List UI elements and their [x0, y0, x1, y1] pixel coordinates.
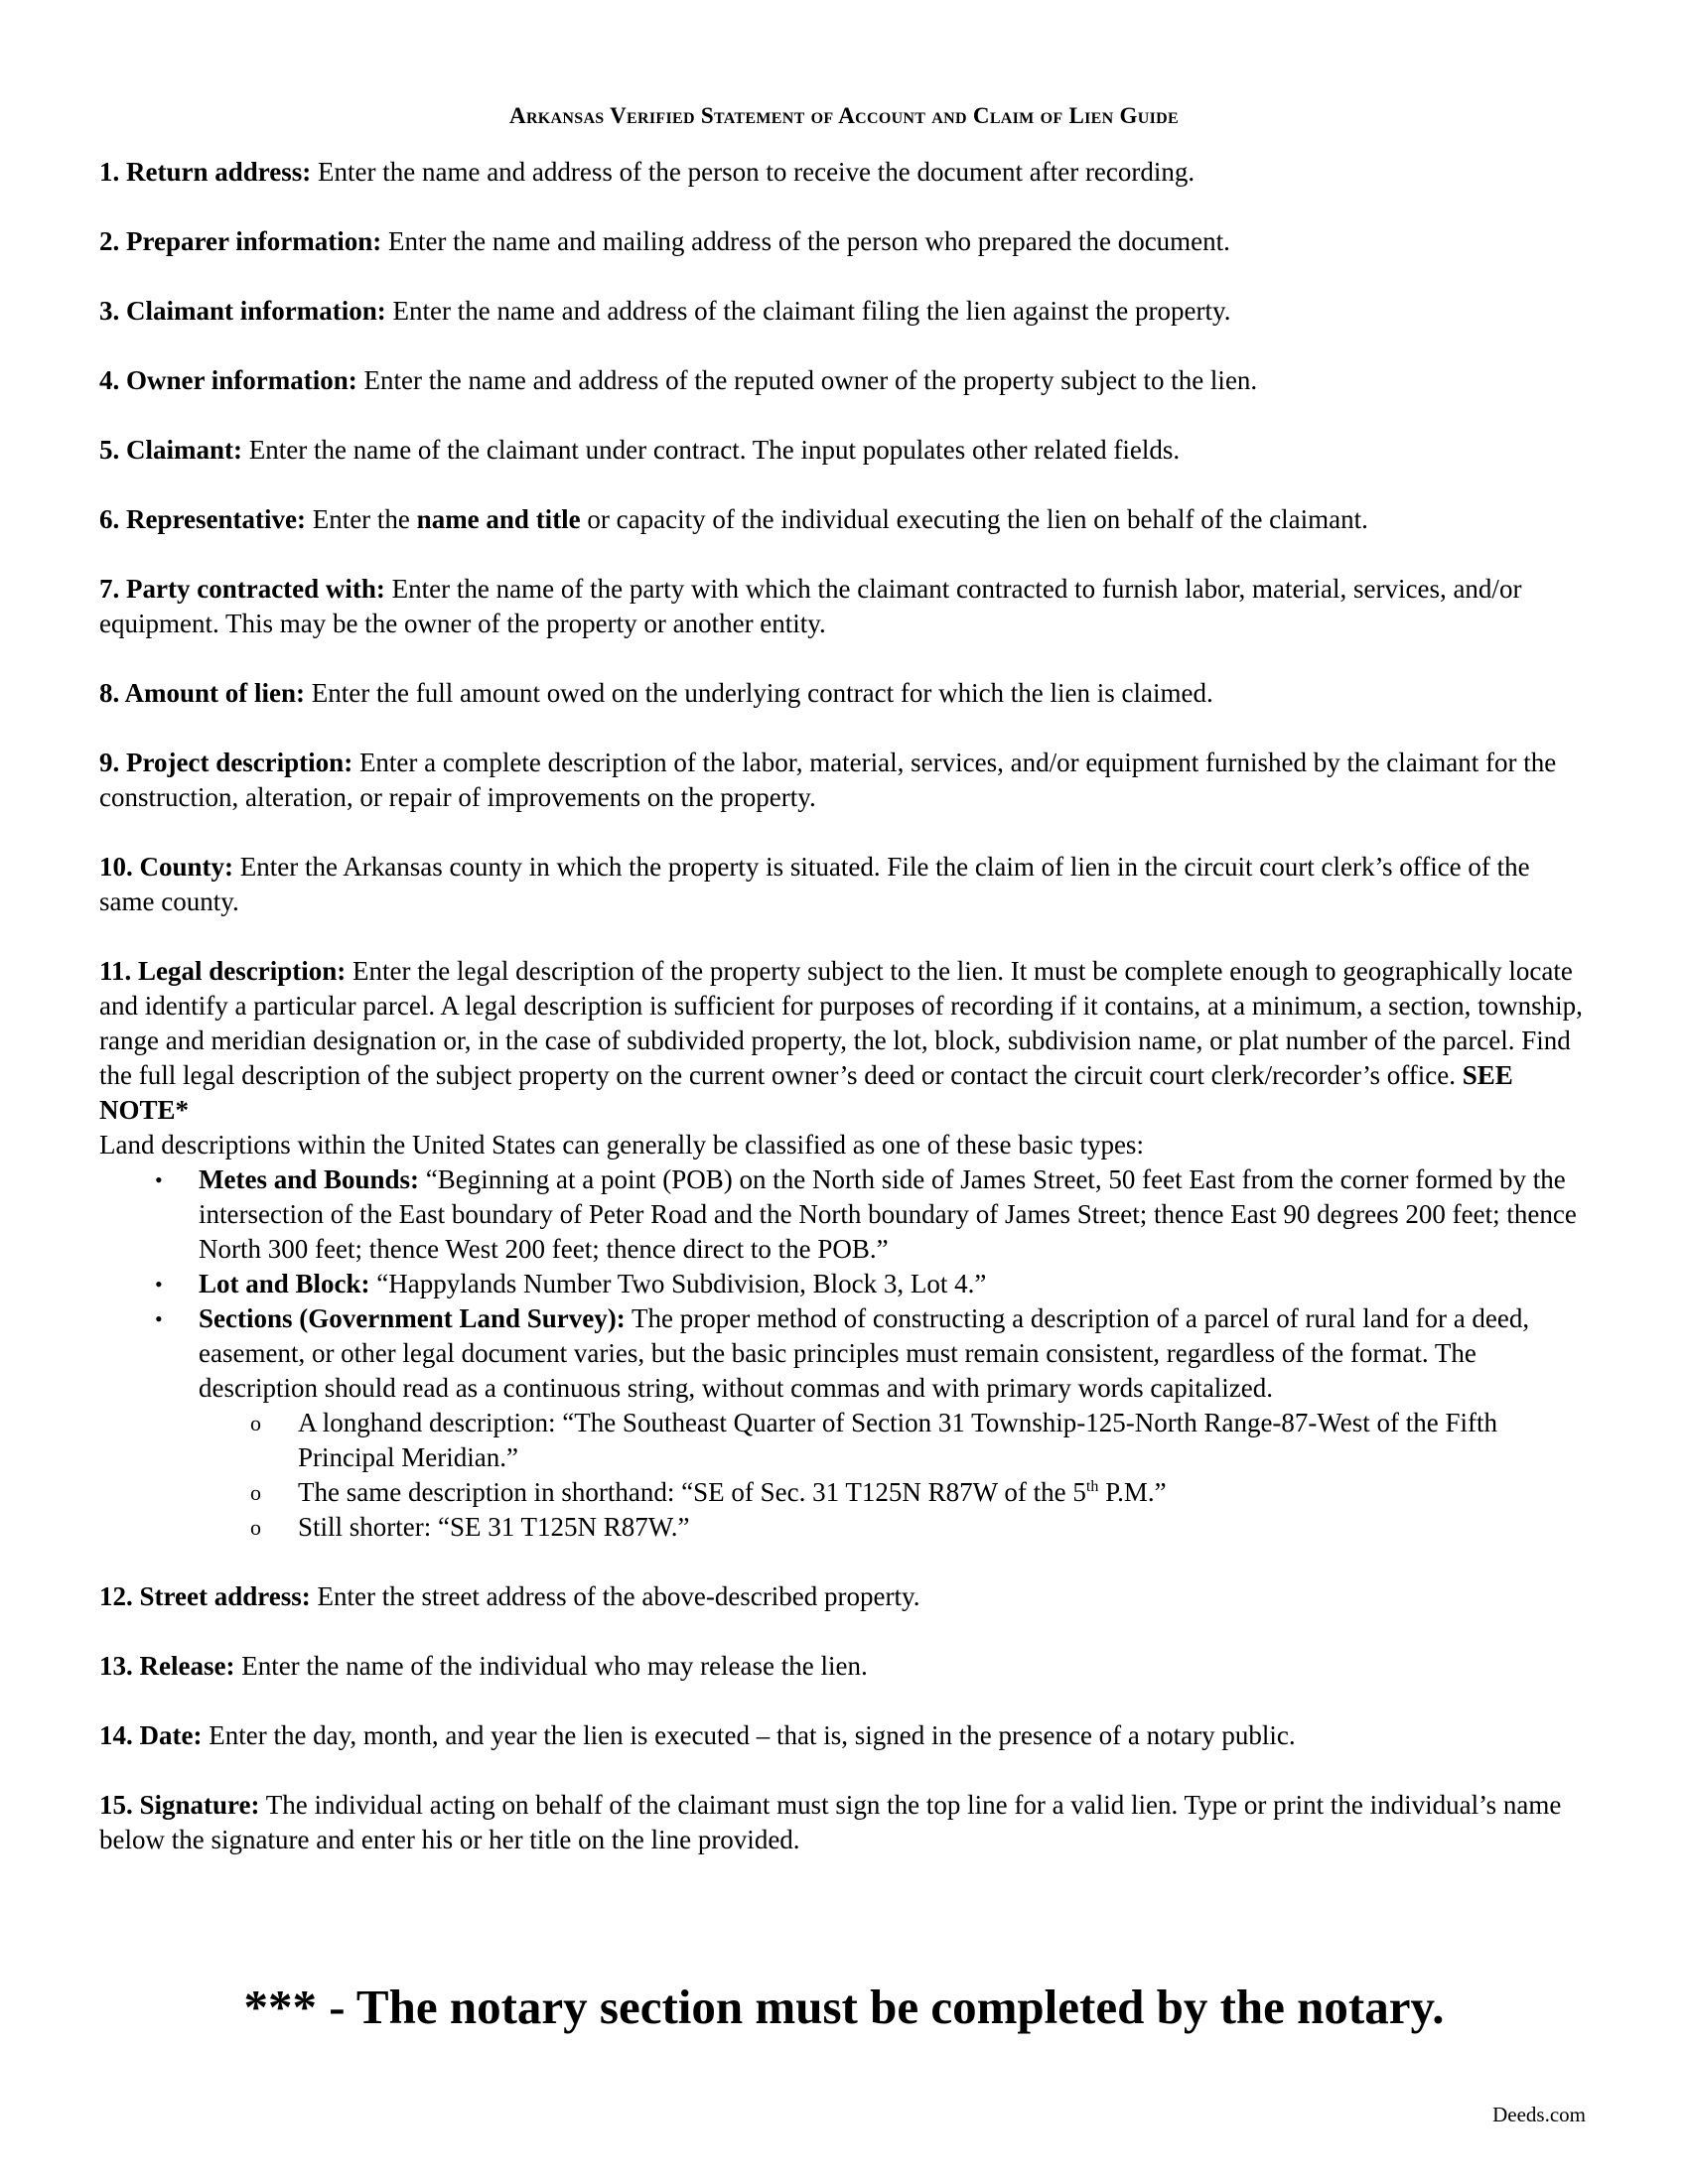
bullet-icon: •: [155, 1306, 163, 1331]
item-signature: 15. Signature: The individual acting on behalf of the claimant must sign the top line for a valid lien. Type or print the individual’s name below the signature and enter his or her title on the line provided.: [99, 1790, 1562, 1854]
list-item: • Lot and Block: “Happylands Number Two Subdivision, Block 3, Lot 4.”: [99, 1267, 1589, 1301]
bullet-icon: •: [155, 1272, 163, 1297]
footer-brand: Deeds.com: [1492, 2103, 1586, 2126]
item-project-description: 9. Project description: Enter a complete description of the labor, material, services, and/or equipment furnished by the claimant for the construction, alteration, or repair of improvements on the property.: [99, 748, 1557, 812]
list-item: • Sections (Government Land Survey): The proper method of constructing a description of a parcel of rural land for a deed, easement, or other legal document varies, but the basic principles must remain consistent, regardless of the format. The description should read as a continuous string, without commas and with primary words capitalized. o A longhand description: “The Southeast Quarter of Section 31 Township-125-North Range-87-West of the Fifth Principal Meridian.” o The same description in shorthand: “SE of Sec. 31 T125N R87W of the 5th P.M.” o Still shorter: “SE 31 T125N R87W.”: [99, 1301, 1589, 1545]
item-claimant-information: 3. Claimant information: Enter the name and address of the claimant filing the lien against the property.: [99, 296, 1231, 326]
list-item: o Still shorter: “SE 31 T125N R87W.”: [99, 1510, 1589, 1545]
page-title: Arkansas Verified Statement of Account and Claim of Lien Guide: [509, 103, 1179, 128]
item-release: 13. Release: Enter the name of the individual who may release the lien.: [99, 1651, 868, 1681]
item-representative: 6. Representative: Enter the name and title or capacity of the individual executing the lien on behalf of the claimant.: [99, 504, 1368, 534]
item-legal-description: 11. Legal description: Enter the legal description of the property subject to the lien. It must be complete enough to geographically locate and identify a particular parcel. A legal description is sufficient for purposes of recording if it contains, at a minimum, a section, township, range and meridian designation or, in the case of subdivided property, the lot, block, subdivision name, or plat number of the parcel. Find the full legal description of the subject property on the current owner’s deed or contact the circuit court clerk/recorder’s office. SEE NOTE*: [99, 956, 1583, 1125]
list-item: o The same description in shorthand: “SE of Sec. 31 T125N R87W of the 5th P.M.”: [99, 1475, 1589, 1510]
circle-bullet-icon: o: [250, 1411, 261, 1435]
item-preparer-information: 2. Preparer information: Enter the name and mailing address of the person who prepared the document.: [99, 226, 1230, 256]
item-amount-of-lien: 8. Amount of lien: Enter the full amount owed on the underlying contract for which the lien is claimed.: [99, 678, 1213, 708]
item-owner-information: 4. Owner information: Enter the name and address of the reputed owner of the property subject to the lien.: [99, 365, 1258, 395]
item-party-contracted-with: 7. Party contracted with: Enter the name of the party with which the claimant contracted to furnish labor, material, services, and/or equipment. This may be the owner of the property or another entity.: [99, 574, 1522, 638]
notary-notice: *** - The notary section must be completed by the notary.: [243, 1979, 1445, 2034]
item-county: 10. County: Enter the Arkansas county in which the property is situated. File the claim of lien in the circuit court clerk’s office of the same county.: [99, 852, 1530, 916]
item-return-address: 1. Return address: Enter the name and address of the person to receive the document after recording.: [99, 157, 1196, 187]
sections-examples-list: [199, 1406, 1589, 1545]
circle-bullet-icon: o: [250, 1515, 261, 1540]
item-date: 14. Date: Enter the day, month, and year the lien is executed – that is, signed in the presence of a notary public.: [99, 1720, 1296, 1750]
bullet-icon: •: [155, 1167, 163, 1192]
list-item: o A longhand description: “The Southeast Quarter of Section 31 Township-125-North Range-87-West of the Fifth Principal Meridian.”: [250, 1408, 1497, 1472]
circle-bullet-icon: o: [250, 1480, 261, 1505]
list-item: • Metes and Bounds: “Beginning at a point (POB) on the North side of James Street, 50 feet East from the corner formed by the intersection of the East boundary of Peter Road and the North boundary of James Street; thence East 90 degrees 200 feet; thence North 300 feet; thence West 200 feet; thence direct to the POB.”: [155, 1164, 1577, 1264]
item-street-address: 12. Street address: Enter the street address of the above-described property.: [99, 1581, 920, 1611]
land-types-list: [99, 1162, 1589, 1545]
item-claimant: 5. Claimant: Enter the name of the claimant under contract. The input populates other related fields.: [99, 435, 1181, 465]
land-types-intro: Land descriptions within the United States can generally be classified as one of these basic types:: [99, 1130, 1144, 1160]
